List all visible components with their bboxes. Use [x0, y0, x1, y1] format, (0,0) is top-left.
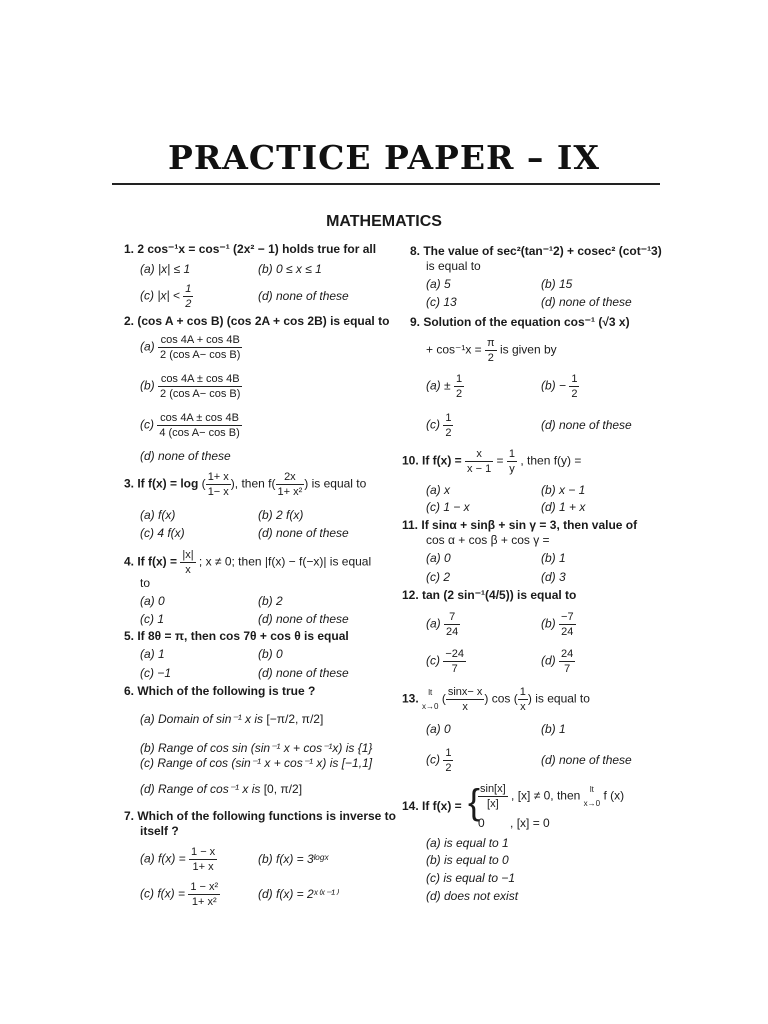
q1-c-den: 2	[185, 298, 192, 310]
q13-c-den: 2	[445, 762, 452, 774]
q4-stem-a: 4. If f(x) =	[124, 554, 178, 569]
q9-a-num: 1	[455, 373, 463, 385]
q3-frac1	[206, 470, 231, 499]
q4-option-d: (d) none of these	[258, 612, 349, 626]
q7-c-label: (c) f(x) =	[140, 886, 185, 901]
q10-x-frac	[465, 447, 493, 476]
q13-option-a: (a) 0	[426, 722, 451, 736]
page-title: PRACTICE PAPER – IX	[168, 138, 600, 177]
q13-lim-sub: x→0	[422, 701, 439, 711]
q4-option-c: (c) 1	[140, 612, 164, 626]
q2-b-num: cos 4A ± cos 4B	[158, 372, 242, 387]
q9-c-num: 1	[445, 412, 452, 424]
q14-brace: {	[468, 781, 481, 822]
q13-f2-num: 1	[519, 686, 526, 698]
q9-option-d: (d) none of these	[541, 418, 632, 432]
q14-case1-den: [x]	[487, 798, 499, 810]
q7-c-frac	[188, 880, 220, 909]
q12-option-a	[426, 610, 460, 639]
q3-f1-num: 1+ x	[207, 471, 229, 483]
q5-option-a: (a) 1	[140, 647, 165, 661]
q9-b-num: 1	[571, 373, 578, 385]
q13-lim: lt	[428, 687, 433, 697]
q12-option-b	[541, 610, 576, 639]
q2-b-label: (b)	[140, 378, 155, 393]
q2-stem: 2. (cos A + cos B) (cos 2A + cos 2B) is equal to	[124, 314, 390, 328]
title-underline	[112, 183, 660, 185]
q13-limit	[422, 686, 438, 714]
q12-a-frac	[444, 610, 460, 639]
q2-a-num: cos 4A + cos 4B	[158, 333, 242, 348]
q2-c-frac	[157, 411, 241, 440]
q7-a-frac	[189, 845, 217, 874]
q2-option-d: (d) none of these	[140, 449, 231, 463]
q3-f2-den: 1+ x²	[277, 486, 303, 498]
q14-case1-text: , [x] ≠ 0, then	[511, 788, 581, 803]
q14-option-d: (d) does not exist	[426, 889, 519, 903]
q14-case2-a: 0	[478, 816, 485, 830]
q9-b-label: (b) −	[541, 378, 567, 393]
q7-a-num: 1 − x	[191, 846, 216, 858]
q6-a-interval: −π/2, π/2	[269, 712, 320, 726]
q13-f1-den: x	[462, 701, 468, 713]
q1-option-a: (a) |x| ≤ 1	[140, 262, 191, 276]
q13-option-c	[426, 746, 453, 775]
q12-d-num: 24	[561, 648, 574, 660]
q10-option-b: (b) x − 1	[541, 483, 586, 497]
q3-stem-c: is equal to	[311, 476, 367, 491]
q9-c-den: 2	[445, 427, 452, 439]
q1-stem: 1. 2 cos⁻¹x = cos⁻¹ (2x² − 1) holds true for all	[124, 242, 377, 256]
q12-b-label: (b)	[541, 616, 556, 631]
q5-option-c: (c) −1	[140, 666, 172, 680]
q10-option-a: (a) x	[426, 483, 450, 497]
q8-stem-2: is equal to	[426, 259, 481, 273]
q12-b-num: −7	[561, 611, 574, 623]
q14-case2-b: , [x] = 0	[510, 816, 550, 830]
q11-option-c: (c) 2	[426, 570, 450, 584]
q6-d-text: (d) Range of cos⁻¹ x is	[140, 782, 261, 796]
q8-option-b: (b) 15	[541, 277, 573, 291]
q1-option-c-label: (c) |x| <	[140, 288, 180, 303]
q11-option-b: (b) 1	[541, 551, 566, 565]
q5-stem: 5. If 8θ = π, then cos 7θ + cos θ is equal	[124, 629, 349, 643]
q11-option-d: (d) 3	[541, 570, 566, 584]
q14-case1-frac	[478, 782, 508, 811]
q12-b-den: 24	[561, 626, 574, 638]
q14-option-a: (a) is equal to 1	[426, 836, 509, 850]
q9-option-b	[541, 372, 579, 401]
q10-y-den: y	[509, 463, 515, 475]
q4-stem	[124, 548, 371, 577]
q9-stem-2a: + cos⁻¹x =	[426, 342, 482, 357]
q6-option-b: (b) Range of cos sin (sin⁻¹ x + cos⁻¹x) is {1}	[140, 741, 373, 755]
q9-stem-2	[426, 336, 557, 365]
q4-den: x	[185, 564, 191, 576]
q7-c-num: 1 − x²	[190, 881, 219, 893]
q2-a-label: (a)	[140, 339, 155, 354]
q7-option-a	[140, 845, 217, 874]
q2-c-num: cos 4A ± cos 4B	[157, 411, 241, 426]
q6-option-d: (d) Range of cos⁻¹ x is [0, π/2]	[140, 782, 303, 796]
q13-c-num: 1	[445, 747, 452, 759]
q13-stem: 13. lt x→0 ( $\frac{\sin x- x}{x}$ ) cos ( $\frac{1}{x}$ ) is equal to	[402, 686, 590, 713]
q8-stem-1: 8. The value of sec²(tan⁻¹2) + cosec² (cot⁻¹3)	[410, 244, 662, 258]
q9-stem-1: 9. Solution of the equation cos⁻¹ (√3 x)	[410, 315, 630, 329]
q7-a-den: 1+ x	[192, 861, 214, 873]
q12-b-frac	[559, 610, 576, 639]
q7-a-label: (a) f(x) =	[140, 851, 186, 866]
q14-stem-a: 14. If f(x) =	[402, 799, 462, 813]
q6-a-text: (a) Domain of sin⁻¹ x is	[140, 712, 264, 726]
q12-a-den: 24	[446, 626, 459, 638]
q14-lim: lt	[589, 784, 594, 794]
q9-pi-frac	[485, 336, 497, 365]
q6-d-interval: 0, π/2	[267, 782, 299, 796]
q4-num: |x|	[182, 549, 194, 561]
q12-option-c	[426, 647, 466, 676]
q13-frac2	[518, 685, 528, 714]
q6-option-c: (c) Range of cos (sin⁻¹ x + cos⁻¹ x) is [−1,1]	[140, 756, 373, 770]
q6-stem: 6. Which of the following is true ?	[124, 684, 316, 698]
q2-b-frac	[158, 372, 242, 401]
q3-f2-num: 2x	[276, 470, 305, 485]
q10-stem	[402, 447, 581, 476]
q3-option-d: (d) none of these	[258, 526, 349, 540]
q12-c-frac	[443, 647, 466, 676]
q1-option-c	[140, 282, 193, 311]
q6-option-a: (a) Domain of sin⁻¹ x is [−π/2, π/2]	[140, 712, 324, 726]
q9-stem-2b: is given by	[499, 342, 557, 357]
q9-c-frac	[443, 411, 453, 440]
q11-stem-1: 11. If sinα + sinβ + sin γ = 3, then value of	[402, 518, 638, 532]
q7-option-d: (d) f(x) = 2ˣ⁽ˣ⁻¹⁾	[258, 887, 338, 901]
q1-c-num: 1	[185, 283, 192, 295]
q14-option-c: (c) is equal to −1	[426, 871, 516, 885]
q2-a-den: 2 (cos A− cos B)	[160, 349, 241, 361]
q13-tail: is equal to	[535, 691, 590, 706]
q13-c-label: (c)	[426, 752, 440, 767]
q9-pi-den: 2	[487, 352, 494, 364]
q13-frac1	[446, 685, 485, 714]
q8-option-d: (d) none of these	[541, 295, 632, 309]
q4-option-a: (a) 0	[140, 594, 165, 608]
q12-a-num: 7	[444, 610, 460, 625]
q12-d-den: 7	[564, 663, 571, 675]
q9-pi-num: π	[487, 337, 495, 349]
q12-c-num: −24	[445, 648, 465, 660]
q12-d-frac	[559, 647, 575, 676]
subject-heading: MATHEMATICS	[326, 213, 442, 230]
q9-b-frac	[569, 372, 579, 401]
q14-tail: f (x)	[603, 788, 625, 803]
q7-stem-1: 7. Which of the following functions is inverse to	[124, 809, 397, 823]
q10-stem-b: , then f(y) =	[520, 453, 582, 468]
q2-c-den: 4 (cos A− cos B)	[159, 427, 240, 439]
q12-d-label: (d)	[541, 653, 556, 668]
q13-num: 13.	[402, 691, 419, 706]
q5-option-b: (b) 0	[258, 647, 283, 661]
q14-case1-num: sin[x]	[480, 783, 506, 795]
q13-f2-den: x	[520, 701, 526, 713]
q9-option-a	[426, 372, 464, 401]
q2-b-den: 2 (cos A− cos B)	[160, 388, 241, 400]
q9-a-frac	[454, 372, 464, 401]
q3-option-b: (b) 2 f(x)	[258, 508, 304, 522]
q2-a-frac	[158, 333, 242, 362]
q1-option-c-frac	[183, 282, 193, 311]
q2-option-c	[140, 411, 242, 440]
q12-stem: 12. tan (2 sin⁻¹(4/5)) is equal to	[402, 588, 577, 602]
q7-c-den: 1+ x²	[191, 896, 217, 908]
q12-a-label: (a)	[426, 616, 441, 631]
q2-option-a	[140, 333, 242, 362]
q1-option-b: (b) 0 ≤ x ≤ 1	[258, 262, 322, 276]
q9-option-c	[426, 411, 453, 440]
q3-frac2	[276, 470, 305, 499]
q4-option-b: (b) 2	[258, 594, 283, 608]
q13-cos: cos	[491, 691, 511, 706]
q9-a-den: 2	[455, 388, 463, 400]
q3-stem-b: , then f	[234, 476, 272, 491]
q14-case-1	[478, 782, 624, 811]
q10-eq: =	[496, 453, 504, 468]
q4-stem-c: to	[140, 576, 151, 590]
q13-f1-num: sinx− x	[447, 686, 483, 698]
q5-option-d: (d) none of these	[258, 666, 349, 680]
q11-stem-2: cos α + cos β + cos γ =	[426, 533, 550, 547]
q2-option-b	[140, 372, 242, 401]
q10-y-frac	[507, 447, 517, 476]
q2-c-label: (c)	[140, 417, 154, 432]
q4-stem-b: ; x ≠ 0; then |f(x) − f(−x)| is equal	[198, 554, 372, 569]
q12-c-den: 7	[451, 663, 458, 675]
q8-option-c: (c) 13	[426, 295, 457, 309]
q3-option-a: (a) f(x)	[140, 508, 176, 522]
q12-c-label: (c)	[426, 653, 440, 668]
q11-option-a: (a) 0	[426, 551, 451, 565]
q14-case-2	[478, 816, 550, 830]
q9-b-den: 2	[571, 388, 578, 400]
q10-x-den: x − 1	[467, 463, 492, 475]
q13-option-b: (b) 1	[541, 722, 566, 736]
q7-option-b: (b) f(x) = 3ˡᵒᵍˣ	[258, 852, 329, 866]
q3-f1-den: 1− x	[207, 486, 229, 498]
q10-stem-a: 10. If f(x) =	[402, 453, 462, 468]
q10-option-c: (c) 1 − x	[426, 500, 470, 514]
q3-stem-a: 3. If f(x) = log	[124, 476, 199, 491]
q3-option-c: (c) 4 f(x)	[140, 526, 185, 540]
q4-frac	[180, 548, 195, 577]
q10-y-num: 1	[508, 448, 516, 460]
q8-option-a: (a) 5	[426, 277, 451, 291]
q7-option-c	[140, 880, 220, 909]
q14-limit	[584, 783, 600, 811]
q9-c-label: (c)	[426, 417, 440, 432]
q3-stem: 3. If f(x) = log ( $\frac{1+ x}{1- x}$ ), then f( $\frac{2x}{\text{1+ x²}}$ ) is equal to	[124, 471, 367, 498]
q14-lim-sub: x→0	[583, 798, 601, 808]
q12-option-d	[541, 647, 575, 676]
q13-option-d: (d) none of these	[541, 753, 632, 767]
q7-stem-2: itself ?	[140, 824, 179, 838]
q14-option-b: (b) is equal to 0	[426, 853, 509, 867]
q13-c-frac	[443, 746, 453, 775]
q10-x-num: x	[465, 447, 493, 462]
q1-option-d: (d) none of these	[258, 289, 349, 303]
q9-a-label: (a) ±	[426, 378, 451, 393]
q10-option-d: (d) 1 + x	[541, 500, 586, 514]
